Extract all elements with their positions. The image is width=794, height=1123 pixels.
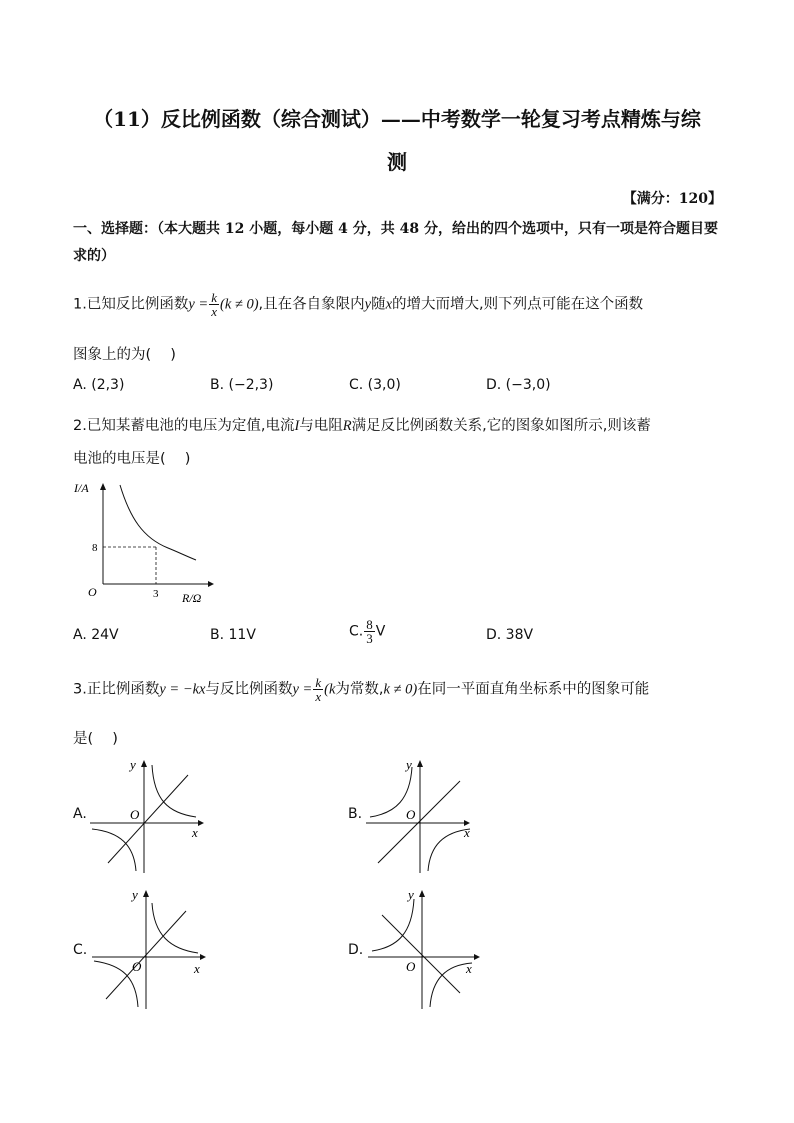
q2-option-a[interactable]: A. 24V <box>73 627 119 643</box>
q3-graph-c[interactable] <box>90 885 210 1015</box>
fraction-8-over-3: $\frac{8}{3}$ <box>366 617 373 646</box>
page-title-line-1: （11）反比例函数（综合测试）——中考数学一轮复习考点精炼与综 <box>93 107 701 131</box>
page-title-line-2: 测 <box>387 150 407 174</box>
hyperbola-curve <box>120 485 196 560</box>
q2-option-b[interactable]: B. 11V <box>210 627 256 643</box>
svg-text:x: x <box>192 825 198 840</box>
question-3-line-1: 3.正比例函数y = −kx与反比例函数y = $\frac{k}{x}$ (k为常数,k ≠ 0)在同一平面直角坐标系中的图象可能 <box>73 675 650 704</box>
svg-text:O: O <box>406 959 416 974</box>
svg-text:y: y <box>130 757 136 772</box>
y-tick-label: 8 <box>92 542 98 554</box>
x-tick-label: 3 <box>153 588 159 600</box>
q3-option-b-label[interactable]: B. <box>348 806 363 822</box>
full-score-label: 【满分：120】 <box>622 191 722 207</box>
question-2-line-1: 2.已知某蓄电池的电压为定值,电流I与电阻R满足反比例函数关系,它的图象如图所示,则该蓄 <box>73 418 651 434</box>
q3-graph-b[interactable] <box>364 755 484 875</box>
x-axis-label: R/Ω <box>182 591 202 605</box>
svg-text:y: y <box>408 887 414 902</box>
origin-label: O <box>88 585 97 599</box>
svg-text:O: O <box>130 807 140 822</box>
svg-text:O: O <box>406 807 416 822</box>
svg-text:x: x <box>464 825 470 840</box>
y-axis-arrow <box>100 483 106 490</box>
x-axis-arrow <box>208 581 214 587</box>
q2-graph <box>68 478 218 608</box>
q3-option-a-label[interactable]: A. <box>73 806 87 822</box>
q1-option-d[interactable]: D. (−3,0) <box>486 377 551 393</box>
q3-graph-a[interactable] <box>88 755 208 875</box>
svg-text:y: y <box>406 757 412 772</box>
question-2-line-2: 电池的电压是( ) <box>73 451 191 467</box>
section-heading: 一、选择题：（本大题共 12 小题，每小题 4 分，共 48 分，给出的四个选项中，只有一项是符合题目要求的） <box>73 221 718 264</box>
q1-option-b[interactable]: B. (−2,3) <box>210 377 274 393</box>
svg-text:x: x <box>194 961 200 976</box>
svg-text:x: x <box>466 961 472 976</box>
fraction-k-over-x: $\frac{k}{x}$ <box>211 290 217 319</box>
fraction-k-over-x-q3: $\frac{k}{x}$ <box>315 675 322 704</box>
q2-option-c[interactable]: C. $\frac{8}{3}$ V <box>349 617 386 646</box>
q3-graph-d[interactable] <box>366 885 486 1015</box>
question-3-line-2: 是( ) <box>73 731 118 747</box>
question-1-line-2: 图象上的为( ) <box>73 347 176 363</box>
q3-option-d-label[interactable]: D. <box>348 942 364 958</box>
q1-option-a[interactable]: A. (2,3) <box>73 377 125 393</box>
q1-option-c[interactable]: C. (3,0) <box>349 377 401 393</box>
q2-option-d[interactable]: D. 38V <box>486 627 534 643</box>
q3-option-c-label[interactable]: C. <box>73 942 88 958</box>
svg-text:y: y <box>132 887 138 902</box>
question-1-line-1: 1.已知反比例函数y = $\frac{k}{x}$ (k ≠ 0),且在各自象限内y随x的增大而增大,则下列点可能在这个函数 <box>73 290 644 319</box>
y-axis-label: I/A <box>74 481 89 495</box>
svg-text:O: O <box>132 959 142 974</box>
